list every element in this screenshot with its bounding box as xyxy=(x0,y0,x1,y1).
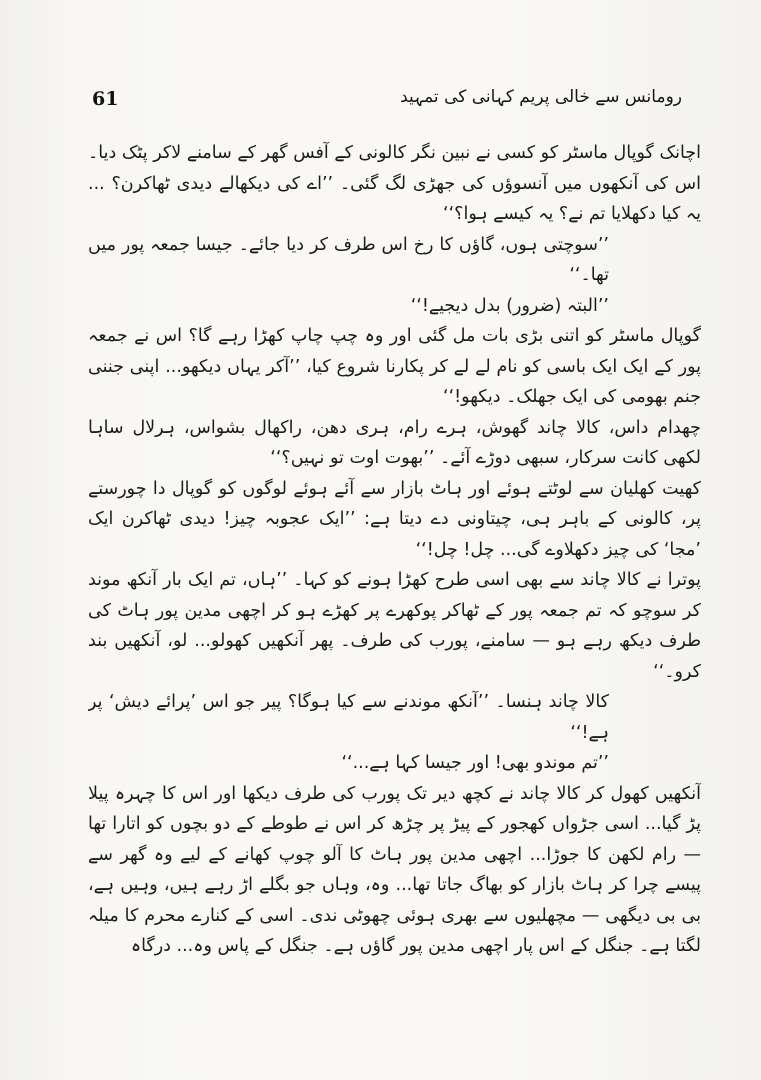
paragraph-6: کھیت کھلیان سے لوٹتے ہوئے اور ہاٹ بازار سے آئے ہوئے لوگوں کو گوپال دا چورستے پر، کالونی کے باہر ہی، چیتاونی دے دیتا ہے: ’’ایک عجوبہ چیز! دیدی ٹھاکرن ایک ’مجا‘ کی چیز دکھلاوے گی... چل! چل!‘‘ xyxy=(88,478,701,560)
page-body xyxy=(88,138,701,1068)
paragraph-5: چھدام داس، کالا چاند گھوش، ہرے رام، ہری دھن، راکھال بشواس، ہرلال ساہا لکھی کانت سرکار، سبھی دوڑے آئے۔ ’’بھوت اوت تو نہیں؟‘‘ xyxy=(88,417,701,468)
paragraph-1: اچانک گوپال ماسٹر کو کسی نے نبین نگر کالونی کے آفس گھر کے سامنے لاکر پٹک دیا۔ اس کی آنکھوں میں آنسوؤں کی جھڑی لگ گئی۔ ’’اے کی دیکھالے دیدی ٹھاکرن؟ ... یہ کیا دکھلایا تم نے؟ یہ کیسے ہوا؟‘‘ xyxy=(88,143,701,224)
page-header xyxy=(92,86,682,120)
paragraph-8: کالا چاند ہنسا۔ ’’آنکھ موندنے سے کیا ہوگا؟ پیر جو اس ’پرائے دیش‘ پر ہے!‘‘ xyxy=(88,692,609,743)
paragraph-9: ’’تم موندو بھی! اور جیسا کہا ہے...‘‘ xyxy=(341,753,609,773)
paragraph-4: گوپال ماسٹر کو اتنی بڑی بات مل گئی اور وہ چپ چاپ کھڑا رہے گا؟ اس نے جمعہ پور کے ایک ایک باسی کو نام لے لے کر پکارنا شروع کیا، ’’آکر یہاں دیکھو... اپنی جننی جنم بھومی کی ایک جھلک۔ دیکھو!‘‘ xyxy=(88,326,701,407)
running-title: رومانس سے خالی پریم کہانی کی تمہید xyxy=(400,87,682,107)
page-number: 61 xyxy=(92,88,119,110)
paragraph-10: آنکھیں کھول کر کالا چاند نے کچھ دیر تک پورب کی طرف دیکھا اور اس کا چہرہ پیلا پڑ گیا... اسی جڑواں کھجور کے پیڑ پر چڑھ کر اس نے طوطے کے دو بچوں کو اتارا تھا — رام لکھن کا جوڑا... اچھی مدین پور ہاٹ کا آلو چوپ کھانے کے لیے وہ گھر سے پیسے چرا کر ہاٹ بازار کو بھاگ جاتا تھا... وہ، وہاں جو بگلے اڑ رہے ہیں، وہیں ہے، بی بی دیگھی — مچھلیوں سے بھری ہوئی چھوٹی ندی۔ اسی کے کنارے محرم کا میلہ لگتا ہے۔ جنگل کے اس پار اچھی مدین پور گاؤں ہے۔ جنگل کے پاس وہ... درگاہ xyxy=(88,783,701,956)
paragraph-7: پوترا نے کالا چاند سے بھی اسی طرح کھڑا ہونے کو کہا۔ ’’ہاں، تم ایک بار آنکھ موند کر سوچو کہ تم جمعہ پور کے ٹھاکر پوکھرے پر کھڑے ہو کر اچھی مدین پور ہاٹ کی طرف دیکھ رہے ہو — سامنے، پورب کی طرف۔ پھر آنکھیں کھولو... لو، آنکھیں بند کرو۔‘‘ xyxy=(88,570,701,682)
paragraph-2: ’’سوچتی ہوں، گاؤں کا رخ اس طرف کر دیا جائے۔ جیسا جمعہ پور میں تھا۔‘‘ xyxy=(88,234,609,285)
paragraph-3: ’’البتہ (ضرور) بدل دیجیے!‘‘ xyxy=(410,295,609,316)
